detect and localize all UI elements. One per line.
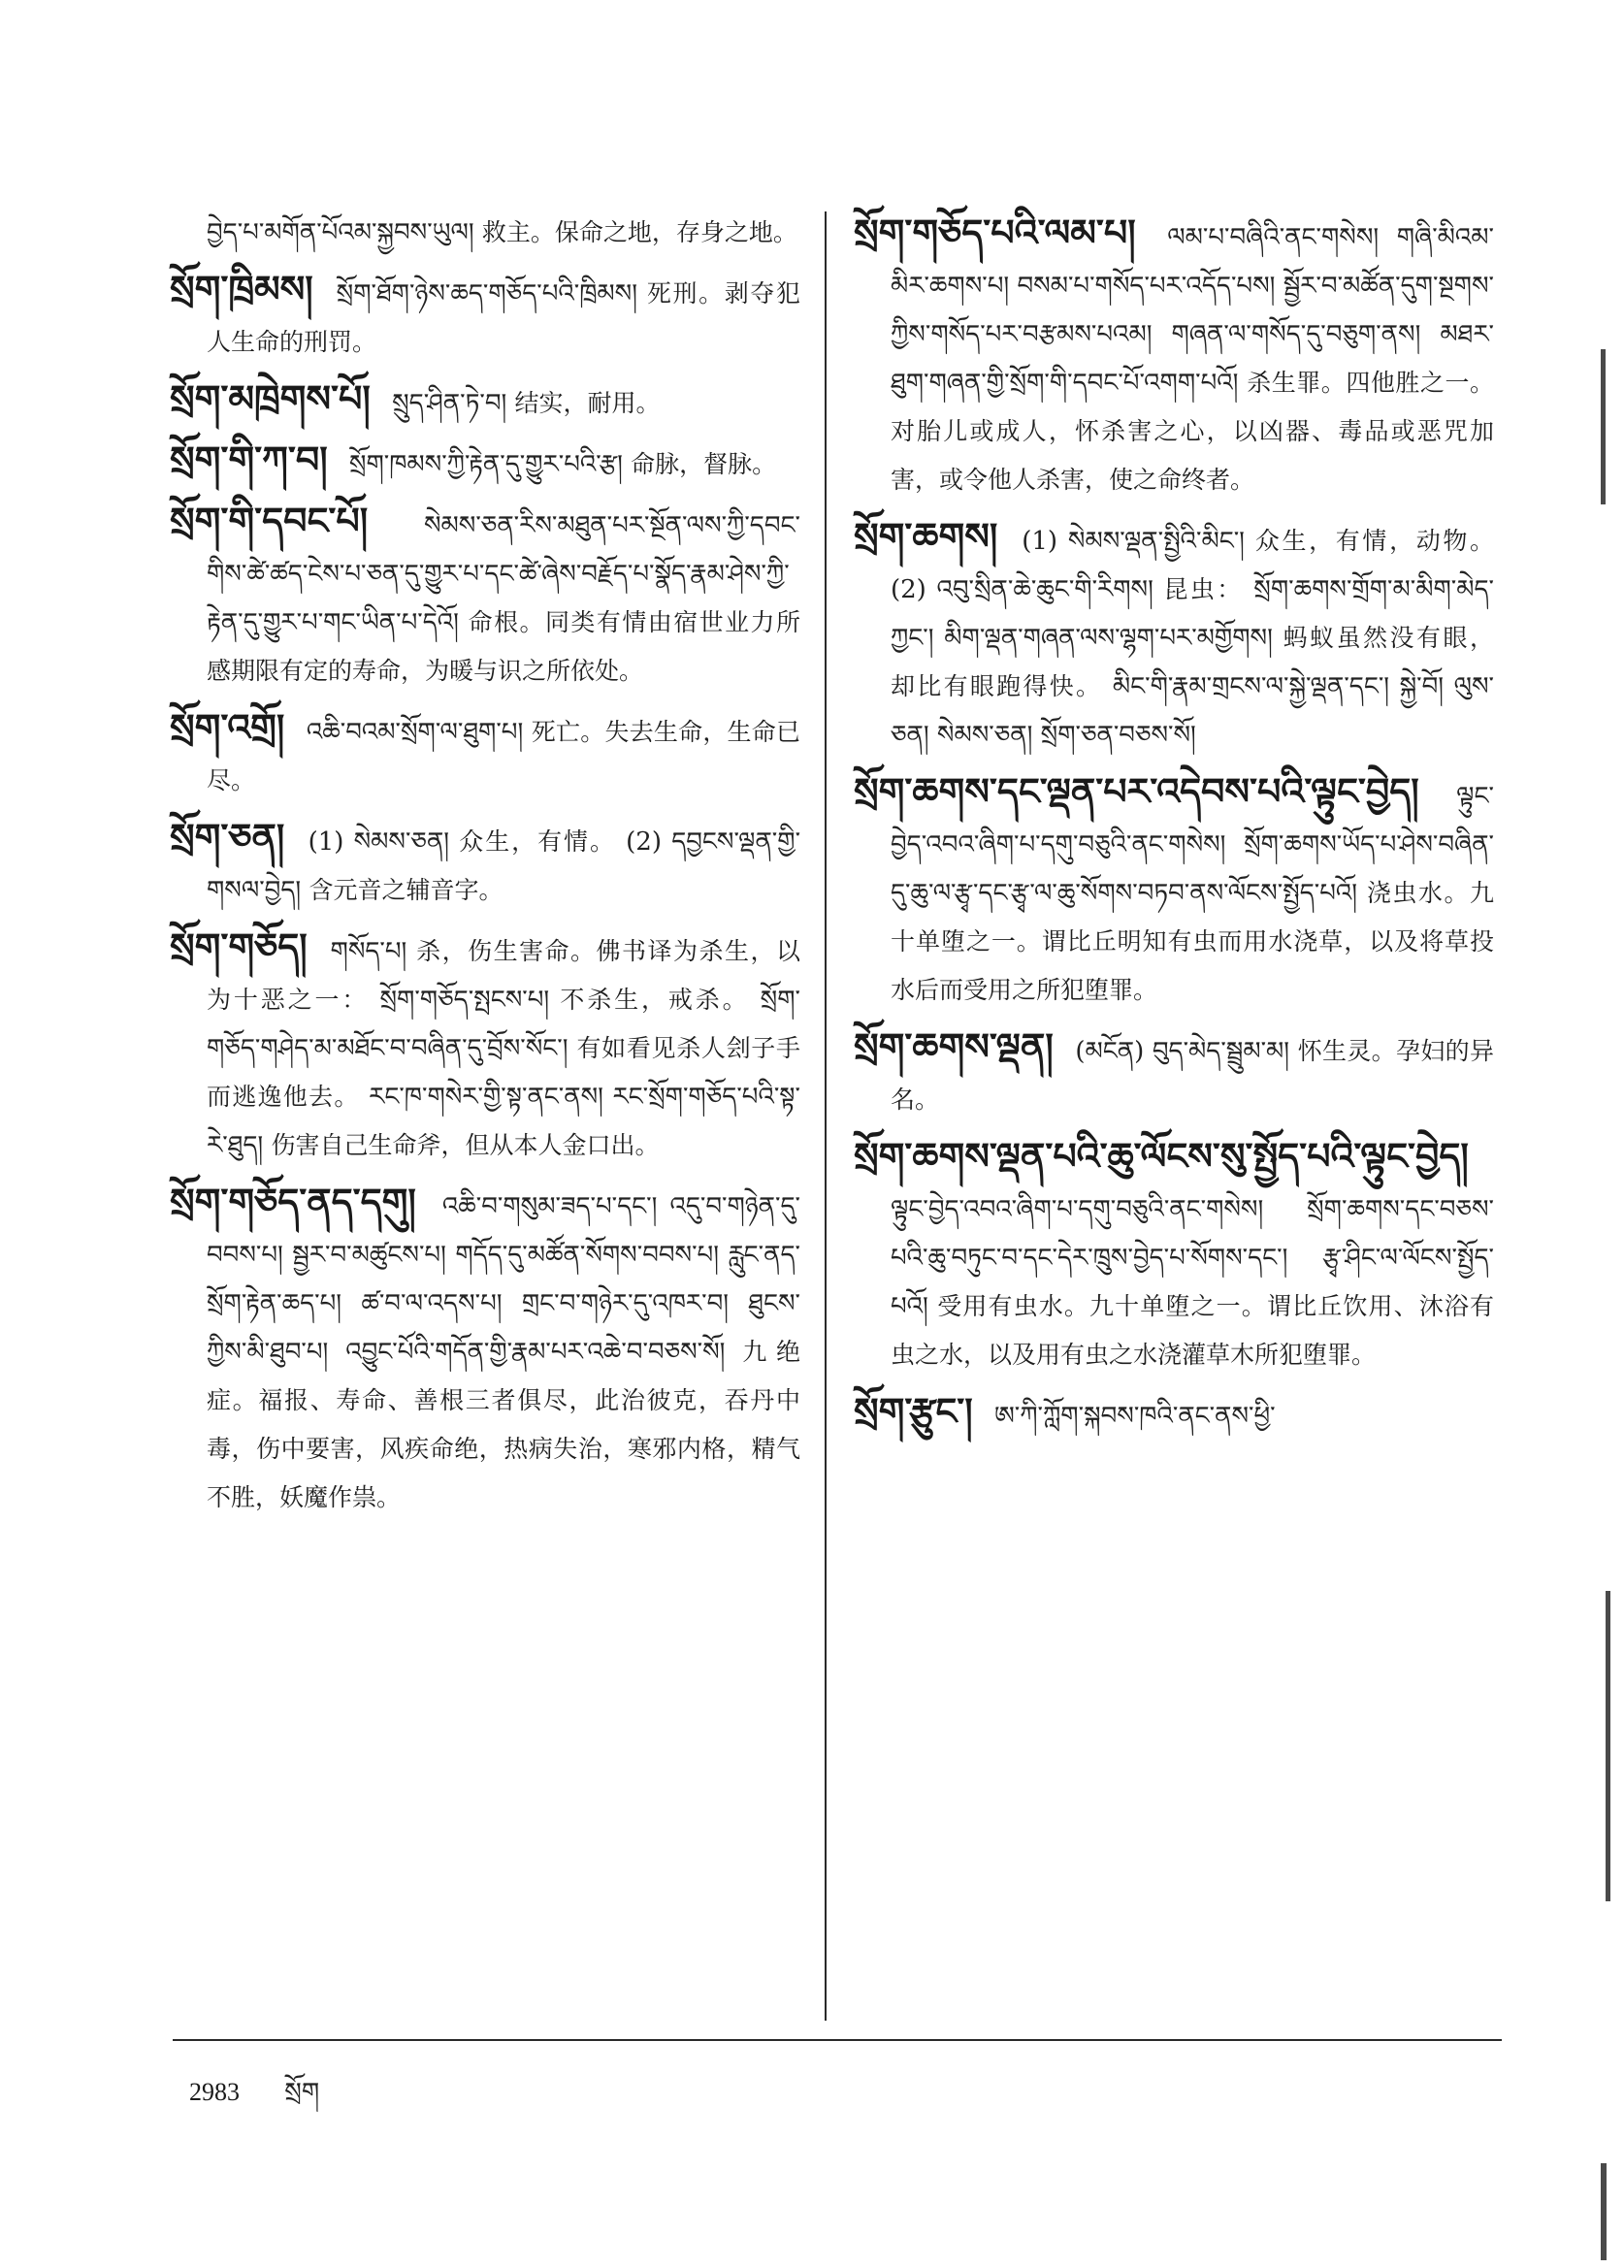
tibetan-definition: སྲོག་ཐོག་ཉེས་ཆད་གཅོད་པའི་ཁྲིམས། xyxy=(336,279,638,308)
chinese-definition: 众生，有情，动物。 xyxy=(1254,527,1494,555)
scan-edge-mark xyxy=(1606,1591,1610,1901)
headword: སྲོག་གི་ཀ་བ། xyxy=(170,437,328,481)
dictionary-entry xyxy=(170,374,800,428)
chinese-definition: 结实，耐用。 xyxy=(514,389,661,417)
dictionary-entry xyxy=(854,767,1494,1015)
tibetan-definition: བྱེད་པ་མགོན་པོའམ་སྐྱབས་ཡུལ། xyxy=(207,218,474,247)
tibetan-definition: སྲུད་ཤིན་ཏེ་བ། xyxy=(392,389,507,418)
headword: སྲོག་ཆགས་ལྡན་པའི་ཆུ་ལོངས་སུ་སྤྱོད་པའི་ལྟུང་བྱེད། xyxy=(854,1134,1469,1178)
page-footer xyxy=(189,2064,319,2135)
tibetan-synonyms: མིང་གི་རྣམ་གྲངས་ལ་སྐྱེ་ལྡན་དང་། སྐྱེ་བོ། ལུས་ཅན། སེམས་ཅན། སྲོག་ཅན་བཅས་སོ། xyxy=(891,672,1494,750)
dictionary-entry xyxy=(170,813,800,915)
dictionary-entry xyxy=(854,512,1494,760)
chinese-definition: 杀生罪。四他胜之一。对胎儿或成人，怀杀害之心，以凶器、毒品或恶咒加害，或令他人杀害，使之命终者。 xyxy=(891,369,1494,494)
chinese-definition: 九绝症。福报、寿命、善根三者俱尽，此治彼克，吞丹中毒，伤中要害，风疾命绝，热病失治，寒邪内格，精气不胜，妖魔作祟。 xyxy=(207,1338,800,1511)
chinese-translation: 不杀生，戒杀。 xyxy=(560,986,750,1014)
dictionary-entry xyxy=(170,923,800,1170)
chinese-definition: 怀生灵。孕妇的异名。 xyxy=(891,1037,1494,1114)
tibetan-definition: ལམ་པ་བཞིའི་ནང་གསེས། གཞི་མིའམ་མིར་ཆགས་པ། བསམ་པ་གསོད་པར་འདོད་པས། སྦྱོར་བ་མཚོན་དུག་སྔགས་ཀྱིས་གསོད་པར་བརྩམས་པའམ། གཞན་ལ་གསོད་དུ་བཅུག་ནས། མཐར་ཐུག་གཞན་གྱི་སྲོག་གི་དབང་པོ་འགག་པའོ། xyxy=(891,223,1495,398)
chinese-translation: 伤害自己生命斧，但从本人金口出。 xyxy=(271,1131,660,1159)
chinese-translation: 蚂蚁虽然没有眼，却比有眼跑得快。 xyxy=(891,624,1494,700)
headword: སྲོག་རྩུང་། xyxy=(854,1389,973,1433)
dictionary-entry xyxy=(170,209,800,257)
chinese-definition: 死刑。剥夺犯人生命的刑罚。 xyxy=(207,279,800,356)
dictionary-entry xyxy=(854,1022,1494,1124)
headword: སྲོག་གི་དབང་པོ། xyxy=(170,499,369,542)
dictionary-entry xyxy=(854,1387,1494,1441)
page-number: 2983 xyxy=(189,2078,240,2106)
right-column xyxy=(854,209,1494,1448)
tibetan-definition: འཆི་བའམ་སྲོག་ལ་ཐུག་པ། xyxy=(306,718,524,747)
headword: སྲོག་ཁྲིམས། xyxy=(170,267,313,310)
chinese-definition: 众生，有情。 xyxy=(459,827,616,856)
dictionary-entry xyxy=(170,1178,800,1522)
scan-edge-mark xyxy=(1601,349,1606,504)
dictionary-entry xyxy=(170,497,800,696)
tibetan-definition: སྲོག་ཁམས་ཀྱི་རྟེན་དུ་གྱུར་པའི་རྩ། xyxy=(348,450,623,479)
tibetan-proverb: རང་ཁ་གསེར་གྱི་སྟ་ནང་ནས། རང་སྲོག་གཅོད་པའི་སྟ་རེ་ཐུད། xyxy=(207,1083,800,1160)
footer-rule xyxy=(173,2039,1502,2041)
chinese-definition: 含元音之辅音字。 xyxy=(309,876,503,904)
tibetan-definition: (2) འབུ་སྲིན་ཆེ་ཆུང་གི་རིགས། xyxy=(891,575,1153,604)
tibetan-definition: ལྟུང་བྱེད་འབའ་ཞིག་པ་དགུ་བཅུའི་ནང་གསེས། སྲོག་ཆགས་དང་བཅས་པའི་ཆུ་བཏུང་བ་དང་དེར་ཁྲུས་བྱེད་པ་སོགས་དང་། རྩྭ་ཤིང་ལ་ལོངས་སྤྱོད་པའོ། xyxy=(891,1195,1494,1321)
dictionary-entry xyxy=(854,1132,1494,1379)
chinese-definition: 命根。同类有情由宿世业力所感期限有定的寿命，为暖与识之所依处。 xyxy=(207,608,800,685)
headword: སྲོག་གཅོད་ནད་དགུ། xyxy=(170,1180,416,1223)
tibetan-definition: (1) སེམས་ལྡན་སྤྱིའི་མིང་། xyxy=(1022,527,1245,556)
guide-word: སྲོག xyxy=(284,2078,320,2107)
tibetan-definition: (2) དབྱངས་ལྡན་གྱི་གསལ་བྱེད། xyxy=(207,827,801,905)
headword: སྲོག་ཆགས། xyxy=(854,514,998,558)
chinese-definition: 昆虫： xyxy=(1163,575,1244,603)
tibetan-example: སྲོག་གཅོད་སྤངས་པ། xyxy=(379,986,550,1015)
chinese-definition: 救主。保命之地，存身之地。 xyxy=(481,218,797,246)
tibetan-definition: ལྟུང་བྱེད་འབའ་ཞིག་པ་དགུ་བཅུའི་ནང་གསེས། སྲོག་ཆགས་ཡོད་པ་ཤེས་བཞིན་དུ་ཆུ་ལ་རྩྭ་དང་རྩྭ་ལ་ཆུ་སོགས་བཏབ་ནས་ལོངས་སྤྱོད་པའོ། xyxy=(891,782,1494,908)
tibetan-definition: ཨ་ཀི་ཀློག་སྐབས་ཁའི་ནང་ནས་ཕྱི་ xyxy=(993,1402,1276,1431)
tibetan-example: སྲོག་གཅོད་གཤེད་མ་མཐོང་བ་བཞིན་དུ་བྲོས་སོང་། xyxy=(207,986,800,1063)
headword: སྲོག་མཁྲེགས་པོ། xyxy=(170,376,371,420)
tibetan-definition: (1) སེམས་ཅན། xyxy=(308,827,450,857)
tibetan-definition: གསོད་པ། xyxy=(330,937,407,966)
headword: སྲོག་གཅོད། xyxy=(170,924,308,968)
dictionary-entry xyxy=(170,703,800,805)
dictionary-entry xyxy=(170,265,800,367)
scan-edge-mark xyxy=(1601,2163,1607,2260)
chinese-definition: 命脉，督脉。 xyxy=(631,450,777,478)
chinese-definition: 受用有虫水。九十单堕之一。谓比丘饮用、沐浴有虫之水，以及用有虫之水浇灌草木所犯堕罪。 xyxy=(891,1292,1494,1369)
dictionary-entry xyxy=(170,436,800,489)
chinese-translation: 有如看见杀人刽子手而逃逸他去。 xyxy=(207,1034,800,1111)
dictionary-entry xyxy=(854,209,1494,504)
column-divider xyxy=(825,211,827,2021)
tibetan-definition: སེམས་ཅན་རིས་མཐུན་པར་སྔོན་ལས་ཀྱི་དབང་གིས་ཚེ་ཚད་ངེས་པ་ཅན་དུ་གྱུར་པ་དང་ཚེ་ཞེས་བརྗོད་པ་སྣོད་རྣམ་ཤེས་ཀྱི་རྟེན་དུ་གྱུར་པ་གང་ཡིན་པ་དེའོ། xyxy=(207,511,800,637)
left-column xyxy=(170,209,800,1530)
tibetan-definition: འཆི་བ་གསུམ་ཟད་པ་དང་། འདུ་བ་གཉེན་དུ་བབས་པ། སྦྱར་བ་མཚུངས་པ། གདོད་དུ་མཚོན་སོགས་བབས་པ། རླུང་ནད་སྲོག་རྟེན་ཆད་པ། ཚ་བ་ལ་འདས་པ། གྲང་བ་གཉེར་དུ་འཁར་བ། ཐུངས་ཀྱིས་མི་ཐུབ་པ། འབྱུང་པོའི་གདོན་གྱི་རྣམ་པར་འཆེ་བ་བཅས་སོ། xyxy=(207,1192,800,1367)
chinese-definition: 死亡。失去生命，生命已尽。 xyxy=(207,718,801,794)
headword: སྲོག་ཆགས་དང་ལྡན་པར་འདེབས་པའི་ལྟུང་བྱེད། xyxy=(854,769,1419,813)
tibetan-example: སྲོག་ཆགས་གྲོག་མ་མིག་མེད་ཀྱང་། མིག་ལྡན་གཞན་ལས་ལྷག་པར་མགྱོགས། xyxy=(891,575,1494,653)
headword: སྲོག་གཅོད་པའི་ལམ་པ། xyxy=(854,211,1136,254)
chinese-definition: 杀，伤生害命。佛书译为杀生，以为十恶之一： xyxy=(207,937,800,1014)
headword: སྲོག་ཆགས་ལྡན། xyxy=(854,1024,1054,1068)
chinese-definition: 浇虫水。九十单堕之一。谓比丘明知有虫而用水浇草，以及将草投水后而受用之所犯堕罪。 xyxy=(891,879,1494,1004)
tibetan-definition: (མངོན) བུད་མེད་སྦྲུམ་མ། xyxy=(1075,1037,1290,1066)
headword: སྲོག་འགྲོ། xyxy=(170,705,285,749)
headword: སྲོག་ཅན། xyxy=(170,815,285,859)
